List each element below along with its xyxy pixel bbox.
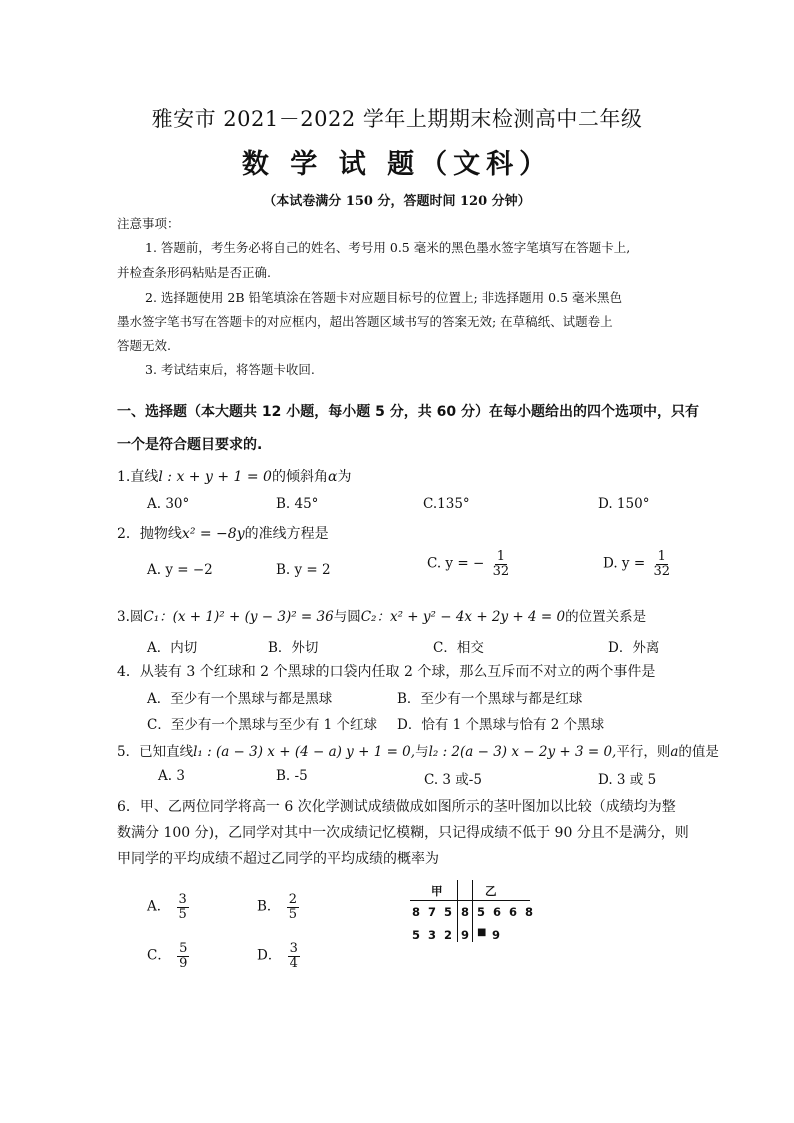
q2-option-c-pre: C. y = − (427, 555, 485, 572)
q6-a-denominator: 5 (178, 906, 187, 922)
q5-post2: 的值是 (678, 744, 719, 760)
question-2 (117, 523, 329, 543)
q3-option-d: D．外离 (608, 640, 660, 656)
q6-c-denominator: 9 (179, 955, 188, 971)
q2-post: 的准线方程是 (244, 526, 329, 542)
q2-option-b: B. y = 2 (276, 562, 331, 578)
stemleaf-row2-left: 5 3 2 (412, 928, 453, 942)
q4-option-b: B．至少有一个黑球与都是红球 (397, 691, 583, 707)
stemleaf-row1-left: 8 7 5 (412, 905, 453, 919)
q3-mid: 与圆 (333, 609, 361, 625)
q5-l2: l₂ : 2(a − 3) x − 2y + 3 = 0, (428, 744, 617, 760)
q4-option-c: C．至少有一个黑球与至少有 1 个红球 (147, 717, 378, 733)
q4-option-d: D．恰有 1 个黑球与恰有 2 个黑球 (397, 717, 605, 733)
q6-option-d (257, 942, 302, 970)
q6-option-c-fraction (177, 942, 189, 970)
q2-option-c-fraction (491, 550, 512, 578)
q2-option-d (603, 550, 674, 578)
note-3: 3. 考试结束后，将答题卡收回. (145, 362, 315, 377)
subject-title: 数 学 试 题（文科） (241, 149, 553, 180)
q2-option-d-fraction (651, 550, 672, 578)
stemleaf-head-left: 甲 (431, 884, 443, 898)
stemleaf-row2-right: 9 (492, 928, 501, 942)
q6-option-c (147, 942, 191, 970)
note-2a: 2. 选择题使用 2B 铅笔填涂在答题卡对应题目标号的位置上; 非选择题用 0.5 毫米黑色 (145, 290, 622, 305)
q1-option-c: C.135° (423, 496, 470, 512)
q3-post: 的位置关系是 (565, 609, 647, 625)
note-1b: 并检查条形码粘贴是否正确. (117, 265, 271, 280)
q1-expr: l : x + y + 1 = 0 (158, 469, 272, 485)
q5-l1: l₁ : (a − 3) x + (4 − a) y + 1 = 0, (193, 744, 416, 760)
q2-c-denominator: 32 (492, 563, 510, 579)
q2-d-numerator: 1 (657, 549, 666, 564)
q6-option-a-label: A． (147, 898, 171, 915)
q6-b-denominator: 5 (288, 906, 297, 922)
q3-option-a: A．内切 (147, 640, 198, 656)
q6-option-b (257, 893, 301, 921)
question-4: 4．从装有 3 个红球和 2 个黑球的口袋内任取 2 个球，那么互斥而不对立的两个事件是 (117, 664, 656, 680)
q5-option-a: A. 3 (158, 768, 185, 784)
q6-a-numerator: 3 (178, 892, 187, 907)
q5-option-d: D. 3 或 5 (598, 772, 657, 788)
stemleaf-head-right: 乙 (485, 884, 497, 898)
q3-pre: 3.圆 (117, 609, 144, 625)
q1-option-d: D. 150° (598, 496, 650, 512)
q3-option-c: C．相交 (433, 640, 484, 656)
q6-c-numerator: 5 (179, 941, 188, 956)
q6-option-b-label: B． (257, 898, 281, 915)
q2-d-denominator: 32 (653, 563, 670, 579)
q3-c2: C₂ (360, 609, 377, 625)
q1-option-a: A. 30° (147, 496, 190, 512)
q2-pre: 2．抛物线 (117, 526, 182, 542)
question-3 (117, 605, 646, 625)
q5-pre: 5．已知直线 (117, 744, 194, 760)
q5-a: a (670, 744, 679, 760)
question-6-line1: 6．甲、乙两位同学将高一 6 次化学测试成绩做成如图所示的茎叶图加以比较（成绩均为整 (117, 799, 676, 815)
q1-alpha: α (327, 469, 338, 485)
section-heading-line2: 一个是符合题目要求的. (117, 437, 263, 453)
q3-eq2: ：x² + y² − 4x + 2y + 4 = 0 (376, 609, 566, 625)
q6-option-d-label: D． (257, 947, 282, 964)
q1-post: 为 (337, 469, 352, 485)
exam-subtitle: （本试卷满分 150 分，答题时间 120 分钟） (263, 194, 531, 209)
q2-option-a: A. y = −2 (147, 562, 213, 578)
q1-mid: 的倾斜角 (271, 469, 328, 485)
q6-d-denominator: 4 (289, 955, 298, 971)
question-1 (117, 466, 351, 486)
question-5 (117, 740, 719, 760)
q2-option-d-pre: D. y = (603, 555, 646, 572)
q2-c-numerator: 1 (496, 549, 505, 564)
question-6-line2: 数满分 100 分)，乙同学对其中一次成绩记忆模糊，只记得成绩不低于 90 分且不是满分，则 (117, 825, 689, 841)
q5-option-c: C. 3 或-5 (424, 772, 482, 788)
stemleaf-left-divider (457, 880, 458, 942)
stemleaf-right-divider (472, 880, 473, 942)
stemleaf-header-rule (410, 900, 530, 901)
q5-mid: 与 (415, 744, 429, 760)
stemleaf-row2-stem: 9 (461, 928, 470, 942)
q5-post1: 平行，则 (616, 744, 671, 760)
q6-b-numerator: 2 (288, 892, 297, 907)
q6-option-d-fraction (288, 942, 300, 970)
note-2c: 答题无效. (117, 338, 171, 353)
q1-pre: 1.直线 (117, 469, 159, 485)
q5-option-b: B. -5 (276, 768, 308, 784)
q6-option-a (147, 893, 191, 921)
q3-eq1: ：(x + 1)² + (y − 3)² = 36 (159, 609, 334, 625)
q6-option-a-fraction (177, 893, 189, 921)
section-heading-line1: 一、选择题（本大题共 12 小题，每小题 5 分，共 60 分）在每小题给出的四个选项中，只有 (117, 404, 699, 420)
q3-option-b: B．外切 (268, 640, 319, 656)
note-2b: 墨水签字笔书写在答题卡的对应框内，超出答题区域书写的答案无效; 在草稿纸、试题卷上 (117, 314, 613, 329)
q6-option-c-label: C． (147, 947, 171, 964)
q6-d-numerator: 3 (289, 941, 298, 956)
q6-option-b-fraction (287, 893, 299, 921)
q2-expr: x² = −8y (181, 526, 245, 542)
note-1a: 1. 答题前，考生务必将自己的姓名、考号用 0.5 毫米的黑色墨水签字笔填写在答题卡上, (145, 240, 631, 255)
notes-label: 注意事项： (117, 216, 180, 231)
q3-c1: C₁ (143, 609, 160, 625)
stemleaf-blurred-score: ■ (477, 927, 487, 938)
question-6-line3: 甲同学的平均成绩不超过乙同学的平均成绩的概率为 (117, 851, 439, 867)
stemleaf-row1-stem: 8 (461, 905, 470, 919)
stemleaf-row1-right: 5 6 6 8 (477, 905, 534, 919)
q1-option-b: B. 45° (276, 496, 319, 512)
exam-title: 雅安市 2021－2022 学年上期期末检测高中二年级 (151, 107, 643, 131)
q2-option-c (427, 550, 513, 578)
q4-option-a: A．至少有一个黑球与都是黑球 (147, 691, 333, 707)
